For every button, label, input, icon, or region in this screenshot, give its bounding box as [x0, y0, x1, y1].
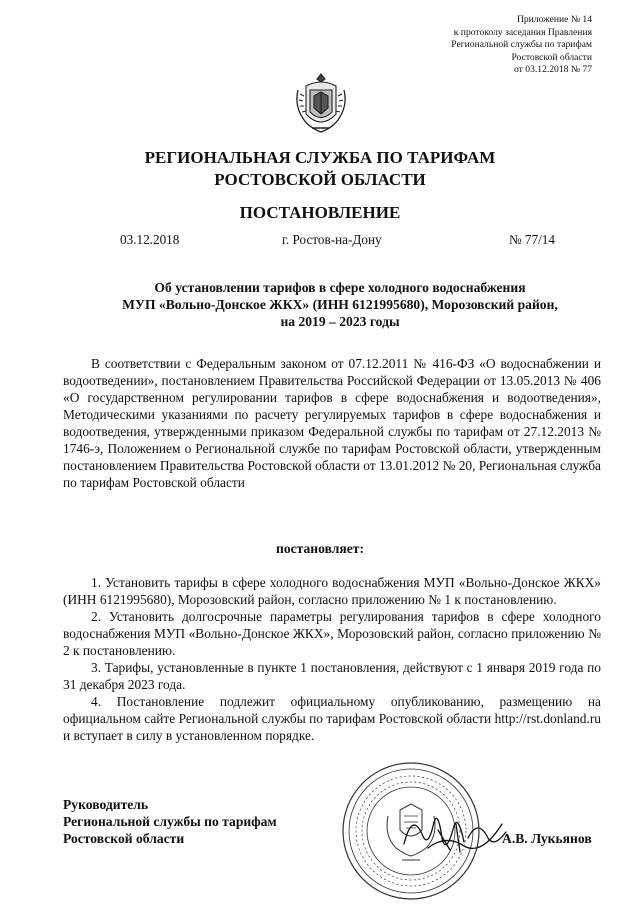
resolution-items [63, 574, 601, 744]
resolves-heading: постановляет: [276, 541, 364, 556]
signer-name: А.В. Лукьянов [502, 831, 592, 846]
signer-title-line: Региональной службы по тарифам [63, 814, 277, 829]
document-subject [70, 279, 610, 330]
subject-line: МУП «Вольно-Донское ЖКХ» (ИНН 6121995680), Морозовский район, [122, 297, 558, 312]
organization-title-line: РЕГИОНАЛЬНАЯ СЛУЖБА ПО ТАРИФАМ [144, 148, 496, 167]
document-number: № 77/14 [509, 232, 555, 247]
document-place: г. Ростов-на-Дону [282, 232, 382, 247]
signature-icon [398, 804, 510, 864]
preamble-paragraph: В соответствии с Федеральным законом от 07.12.2011 № 416-ФЗ «О водоснабжении и водоотведении», постановлением Правительства Российской Федерации от 13.05.2013 № 406 «О государственном регулировании тарифов в сфере водоснабжения и водоотведения», Методическими указаниями по расчету регулируемых тарифов в сфере водоснабжения и водоотведения, утвержденными приказом Федеральной службы по тарифам от 27.12.2013 № 1746-э, Положением о Региональной службе по тарифам Ростовской области, утвержденным постановлением Правительства Ростовской области от 13.01.2012 № 20, Региональная служба по тарифам Ростовской области [63, 356, 601, 490]
resolution-item: 4. Постановление подлежит официальному опубликованию, размещению на официальном сайте Региональной службы по тарифам Ростовской области http://rst.donland.ru и вступает в силу в установленном порядке. [63, 694, 601, 743]
appendix-line: Приложение № 14 [516, 14, 592, 25]
signer-title-line: Руководитель [63, 797, 149, 812]
coat-of-arms-icon [292, 70, 350, 136]
document-date: 03.12.2018 [120, 232, 180, 247]
resolution-item: 2. Установить долгосрочные параметры регулирования тарифов в сфере холодного водоснабжения МУП «Вольно-Донское ЖКХ», Морозовский район, согласно приложению № 2 к постановлению. [63, 609, 601, 658]
resolution-item: 1. Установить тарифы в сфере холодного водоснабжения МУП «Вольно-Донское ЖКХ» (ИНН 6121995680), Морозовский район, согласно приложению № 1 к постановлению. [63, 575, 601, 607]
appendix-line: Ростовской области [511, 51, 592, 63]
signer-title-line: Ростовской области [63, 831, 185, 846]
signer-title [63, 796, 277, 847]
appendix-line: к протоколу заседания Правления [453, 26, 592, 38]
subject-line: на 2019 – 2023 годы [280, 314, 400, 329]
appendix-line: Региональной службы по тарифам [451, 39, 592, 51]
organization-title [0, 147, 640, 191]
appendix-note [332, 14, 592, 77]
resolution-item: 3. Тарифы, установленные в пункте 1 постановления, действуют с 1 января 2019 года по 31 декабря 2023 года. [63, 660, 601, 692]
subject-line: Об установлении тарифов в сфере холодного водоснабжения [154, 280, 526, 295]
appendix-line: от 03.12.2018 № 77 [514, 64, 592, 76]
organization-title-line: РОСТОВСКОЙ ОБЛАСТИ [214, 170, 426, 189]
document-type: ПОСТАНОВЛЕНИЕ [239, 203, 401, 222]
